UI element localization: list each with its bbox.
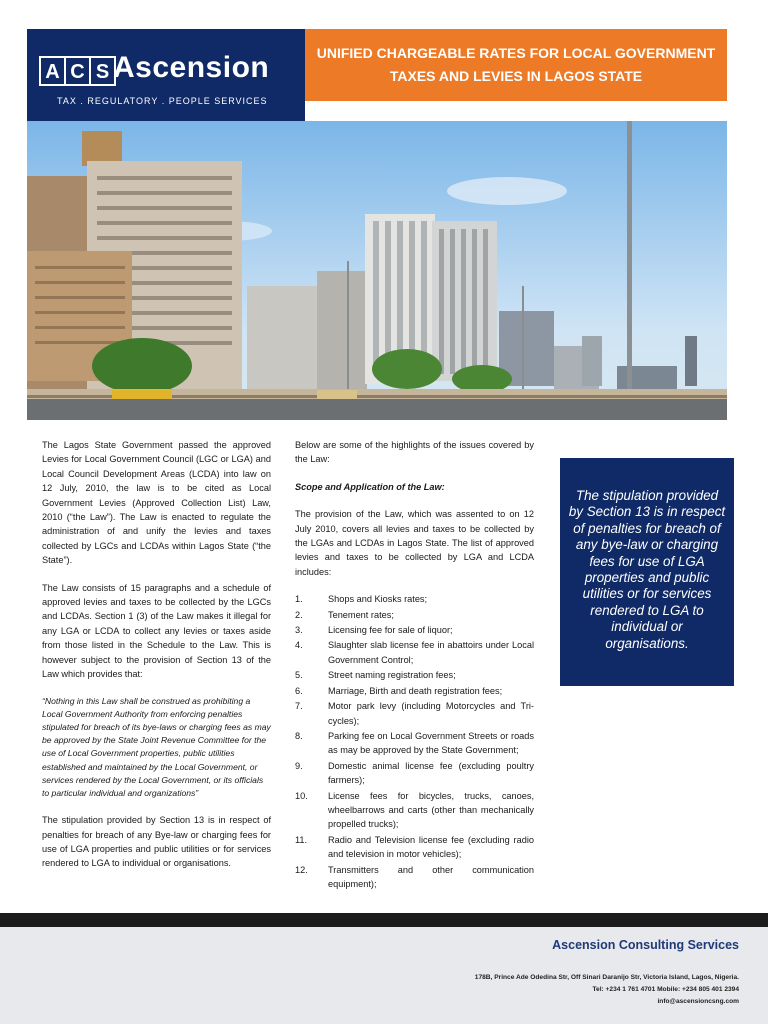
list-number: 9. [295,760,303,771]
list-item [295,789,534,832]
left-column [42,438,271,884]
city-skyline-image [27,121,727,420]
list-item [295,863,534,892]
list-item [295,592,534,606]
acs-monogram [39,56,116,86]
list-text: Motor park levy (including Motorcycles and Tri-cycles); [328,701,534,726]
list-number: 3. [295,625,303,636]
callout-text: The stipulation provided by Section 13 is in respect of penalties for breach of any bye-law or charging fees for use of LGA properties and public utilities or for services rendered to LGA to individual or organisations. [568,488,726,651]
company-logo [27,29,305,121]
list-number: 11. [295,834,308,845]
list-number: 1. [295,594,303,605]
list-text: Parking fee on Local Government Streets or roads as may be approved by the State Government; [328,730,534,756]
list-number: 6. [295,685,303,696]
list-number: 5. [295,670,303,681]
footer-phone: Tel: +234 1 761 4701 Mobile: +234 805 401 2394 [592,986,739,993]
list-number: 4. [295,640,303,651]
list-text: Street naming registration fees; [328,670,456,681]
list-number: 12. [295,864,308,875]
list-item [295,699,534,728]
footer-email[interactable]: info@ascensioncsng.com [657,998,739,1005]
highlights-intro: Below are some of the highlights of the issues covered by the Law: [295,440,534,465]
list-text: Domestic animal license fee (excluding poultry farmers); [328,760,534,786]
list-number: 7. [295,701,303,712]
list-number: 10. [295,790,308,801]
list-item [295,729,534,758]
logo-tagline: TAX . REGULATORY . PEOPLE SERVICES [57,96,268,106]
list-number: 8. [295,730,303,741]
list-text: Slaughter slab license fee in abattoirs under Local Government Control; [328,640,534,665]
list-number: 2. [295,609,303,620]
list-item [295,608,534,622]
document-title: UNIFIED CHARGEABLE RATES FOR LOCAL GOVERNMENT TAXES AND LEVIES IN LAGOS STATE [316,45,716,84]
footer [0,927,768,1024]
list-text: Transmitters and other communication equipment); [328,864,534,889]
list-text: License fees for bicycles, trucks, canoes, wheelbarrows and carts (other than mechanically propelled trucks); [328,790,534,830]
footer-contact [475,972,739,1008]
list-text: Licensing fee for sale of liquor; [328,625,453,636]
list-text: Radio and Television license fee (excluding radio and television in motor vehicles); [328,834,534,860]
scope-subheading: Scope and Application of the Law: [295,481,445,492]
intro-paragraph: The Lagos State Government passed the approved Levies for Local Government Council (LGC or LGA) and Local Council Development Areas (LCDA) into law on 12 July, 2010, the law is to be cited as Local Government Levies (Approved Collection List) Law, 2010 (“the Law”). The Law is enacted to regulate the administration of and unify the levies and taxes collected by LGCs and LCDAs within Lagos State (“the State”). [42,440,271,566]
list-item [295,833,534,862]
list-item [295,668,534,682]
law-overview-paragraph: The Law consists of 15 paragraphs and a schedule of approved levies and taxes to be collected by the LGCs and LCDAs. Section 1 (3) of the Law makes it illegal for any LGA or LCDA to collect any levies or taxes aside from those listed in the Schedule to the Law. This is however subject to the provision of Section 13 of the Law which provides that: [42,582,271,680]
middle-column [295,438,534,892]
list-item [295,638,534,667]
skyline-illustration [27,121,727,420]
list-item [295,623,534,637]
logo-name: Ascension [113,51,270,84]
levies-list [295,592,534,891]
callout-box [560,458,734,686]
title-banner [305,29,727,101]
list-text: Tenement rates; [328,609,394,620]
footer-address: 178B, Prince Ade Odedina Str, Off Sinari Daranijo Str, Victoria Island, Lagos, Nigeria. [474,974,739,981]
logo-letter: A [39,56,66,86]
logo-letter: C [64,56,91,86]
footer-divider [0,913,768,927]
scope-paragraph: The provision of the Law, which was assented to on 12 July 2010, covers all levies and taxes to be collected by the LGAs and LCDAs in Lagos State. The list of approved levies and taxes to be collected by LGA and LCDA includes: [295,509,534,577]
list-item [295,684,534,698]
section-13-quote: “Nothing in this Law shall be construed as prohibiting a Local Government Authority from enforcing penalties stipulated for breach of its bye-laws or charging fees as may be approved by the State Joint Revenue Committee for the use of Local Government properties, public utilities established and maintained by the Local Government, or services rendered by the Local Government, or its officials to particular individual and organizations” [42,695,271,798]
logo-letter: S [89,56,116,86]
list-item [295,759,534,788]
list-text: Shops and Kiosks rates; [328,594,428,605]
list-text: Marriage, Birth and death registration fees; [328,685,503,696]
footer-company: Ascension Consulting Services [552,938,739,952]
stipulation-paragraph: The stipulation provided by Section 13 is in respect of penalties for breach of any Bye-law or charging fees for use of LGA properties and public utilities or for services rendered to LGA to individual or organisations. [42,815,271,869]
